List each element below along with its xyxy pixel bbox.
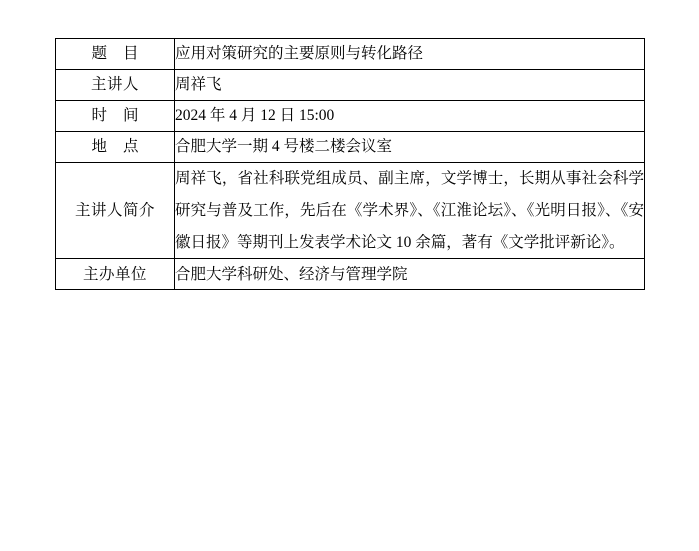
row-value-speaker-bio: 周祥飞，省社科联党组成员、副主席，文学博士，长期从事社会科学研究与普及工作，先后在《学术界》、《江淮论坛》、《光明日报》、《安徽日报》等期刊上发表学术论文 10 余篇，著有《文学批评新论》。 xyxy=(175,163,645,259)
row-value-speaker: 周祥飞 xyxy=(175,70,645,101)
lecture-info-table xyxy=(55,38,645,290)
table-row xyxy=(56,101,645,132)
table-row xyxy=(56,259,645,290)
row-label-title xyxy=(56,39,175,70)
row-value-venue: 合肥大学一期 4 号楼二楼会议室 xyxy=(175,132,645,163)
row-label-venue-part1: 地 xyxy=(91,138,107,156)
row-label-time-part2: 间 xyxy=(123,107,139,125)
row-label-organizer: 主办单位 xyxy=(56,259,175,290)
row-label-venue xyxy=(56,132,175,163)
row-label-speaker: 主讲人 xyxy=(56,70,175,101)
row-label-title-part1: 题 xyxy=(91,45,107,63)
table-row xyxy=(56,163,645,259)
table-row xyxy=(56,132,645,163)
row-value-organizer: 合肥大学科研处、经济与管理学院 xyxy=(175,259,645,290)
table-row xyxy=(56,70,645,101)
row-label-speaker-bio: 主讲人简介 xyxy=(56,163,175,259)
table-row xyxy=(56,39,645,70)
row-label-title-part2: 目 xyxy=(123,45,139,63)
row-label-time-part1: 时 xyxy=(91,107,107,125)
lecture-info-table-container xyxy=(55,38,645,290)
row-value-title: 应用对策研究的主要原则与转化路径 xyxy=(175,39,645,70)
row-value-time: 2024 年 4 月 12 日 15:00 xyxy=(175,101,645,132)
row-label-time xyxy=(56,101,175,132)
row-label-venue-part2: 点 xyxy=(123,138,139,156)
